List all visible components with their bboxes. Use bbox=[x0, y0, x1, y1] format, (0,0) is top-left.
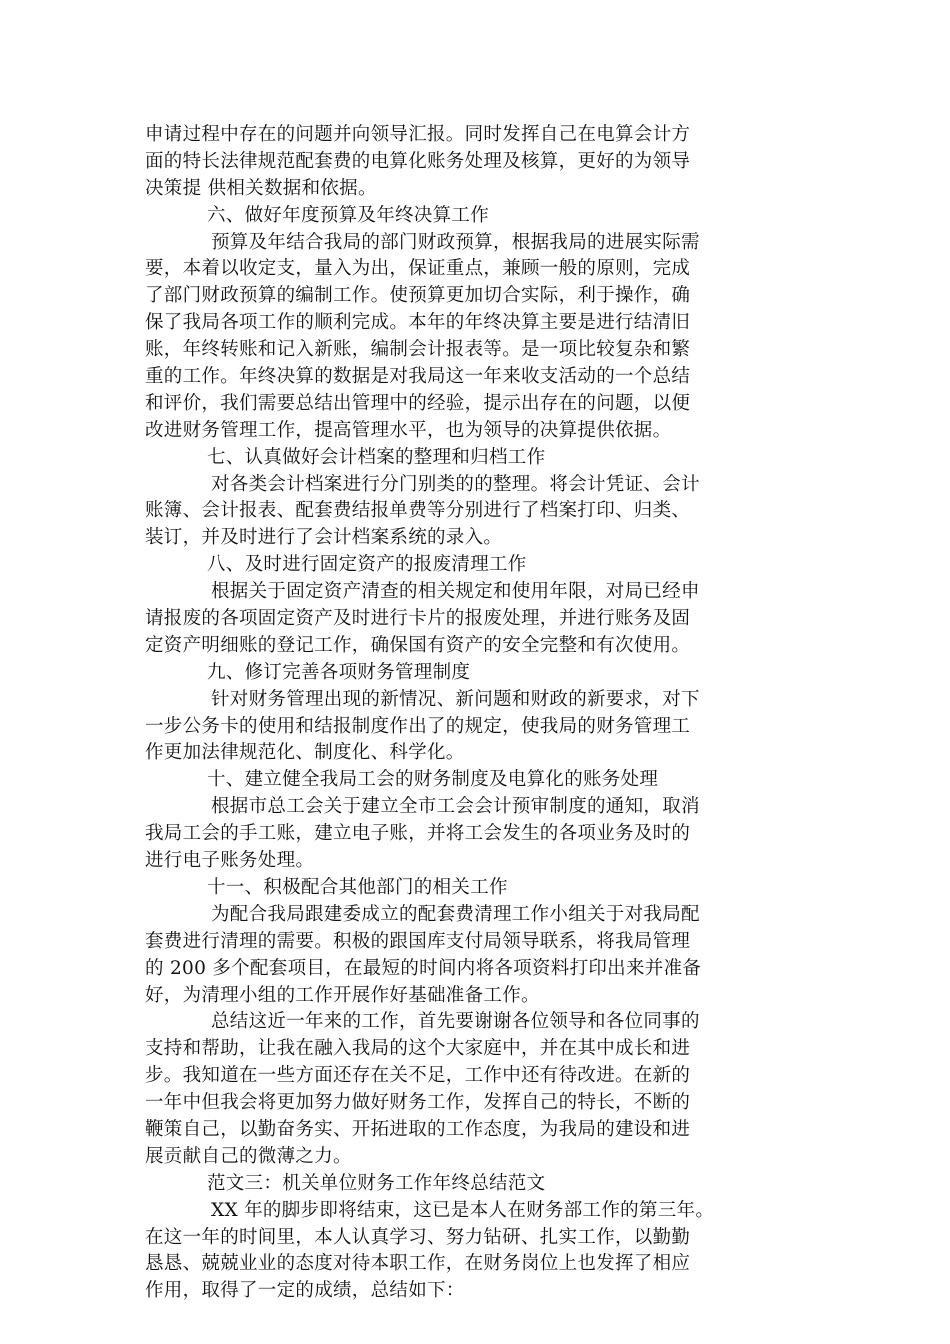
text-line: 鞭策自己，以勤奋务实、开拓进取的工作态度，为我局的建设和进 bbox=[145, 1118, 691, 1140]
text-line: 要，本着以收定支，量入为出，保证重点，兼顾一般的原则，完成 bbox=[145, 258, 691, 280]
text-line: 为配合我局跟建委成立的配套费清理工作小组关于对我局配 bbox=[211, 903, 700, 925]
text-line: 恳恳、兢兢业业的态度对待本职工作，在财务岗位上也发挥了相应 bbox=[145, 1253, 691, 1275]
text-line: 和评价，我们需要总结出管理中的经验，提示出存在的问题，以便 bbox=[145, 392, 691, 414]
text-line: 展贡献自己的微薄之力。 bbox=[145, 1145, 352, 1167]
text-line: 申请过程中存在的问题并向领导汇报。同时发挥自己在电算会计方 bbox=[145, 124, 691, 145]
text-line: 保了我局各项工作的顺利完成。本年的年终决算主要是进行结清旧 bbox=[145, 312, 691, 334]
section-heading-line: 十、建立健全我局工会的财务制度及电算化的账务处理 bbox=[207, 769, 659, 791]
text-line: 我局工会的手工账，建立电子账，并将工会发生的各项业务及时的 bbox=[145, 823, 691, 845]
text-line: 对各类会计档案进行分门别类的的整理。将会计凭证、会计 bbox=[211, 473, 700, 495]
document-body bbox=[145, 122, 808, 1305]
text-line: 定资产明细账的登记工作，确保国有资产的安全完整和有次使用。 bbox=[145, 634, 691, 656]
section-heading-line: 六、做好年度预算及年终决算工作 bbox=[207, 204, 490, 226]
text-line: 根据市总工会关于建立全市工会会计预审制度的通知，取消 bbox=[211, 796, 700, 818]
text-line: 进行电子账务处理。 bbox=[145, 850, 315, 872]
text-line: 支持和帮助，让我在融入我局的这个大家庭中，并在其中成长和进 bbox=[145, 1038, 691, 1060]
text-line: 作用，取得了一定的成绩，总结如下： bbox=[145, 1280, 465, 1302]
section-heading-line: 七、认真做好会计档案的整理和归档工作 bbox=[207, 446, 546, 468]
text-line: 作更加法律规范化、制度化、科学化。 bbox=[145, 742, 465, 764]
text-line: 套费进行清理的需要。积极的跟国库支付局领导联系，将我局管理 bbox=[145, 930, 691, 952]
text-line: 好，为清理小组的工作开展作好基础准备工作。 bbox=[145, 984, 540, 1006]
text-line: XX 年的脚步即将结束，这已是本人在财务部工作的第三年。 bbox=[211, 1199, 715, 1221]
text-line: 总结这近一年来的工作，首先要谢谢各位领导和各位同事的 bbox=[211, 1011, 700, 1033]
text-line: 一步公务卡的使用和结报制度作出了的规定，使我局的财务管理工 bbox=[145, 715, 691, 737]
section-heading-line: 九、修订完善各项财务管理制度 bbox=[207, 661, 471, 683]
section-heading-line: 八、及时进行固定资产的报废清理工作 bbox=[207, 554, 527, 576]
text-line: 账，年终转账和记入新账，编制会计报表等。是一项比较复杂和繁 bbox=[145, 339, 691, 361]
text-line: 针对财务管理出现的新情况、新问题和财政的新要求，对下 bbox=[211, 688, 700, 710]
text-line: 请报废的各项固定资产及时进行卡片的报废处理，并进行账务及固 bbox=[145, 608, 691, 630]
text-line: 账簿、会计报表、配套费结报单费等分别进行了档案打印、归类、 bbox=[145, 500, 691, 522]
text-line: 面的特长法律规范配套费的电算化账务处理及核算，更好的为领导 bbox=[145, 150, 691, 172]
text-line: 预算及年结合我局的部门财政预算，根据我局的进展实际需 bbox=[211, 231, 700, 253]
section-heading-line: 十一、积极配合其他部门的相关工作 bbox=[207, 876, 508, 898]
text-line: 根据关于固定资产清查的相关规定和使用年限，对局已经申 bbox=[211, 581, 700, 603]
text-line: 的 200 多个配套项目，在最短的时间内将各项资料打印出来并准备 bbox=[145, 957, 702, 979]
text-line: 在这一年的时间里，本人认真学习、努力钻研、扎实工作，以勤勤 bbox=[145, 1226, 691, 1248]
text-line: 装订，并及时进行了会计档案系统的录入。 bbox=[145, 527, 503, 549]
section-heading-line: 范文三：机关单位财务工作年终总结范文 bbox=[207, 1172, 546, 1194]
text-line: 步。我知道在一些方面还存在关不足，工作中还有待改进。在新的 bbox=[145, 1065, 691, 1087]
text-line: 改进财务管理工作，提高管理水平，也为领导的决算提供依据。 bbox=[145, 419, 672, 441]
text-line: 决策提 供相关数据和依据。 bbox=[145, 177, 377, 199]
text-line: 一年中但我会将更加努力做好财务工作，发挥自己的特长，不断的 bbox=[145, 1092, 691, 1114]
text-line: 重的工作。年终决算的数据是对我局这一年来收支活动的一个总结 bbox=[145, 366, 691, 388]
text-line: 了部门财政预算的编制工作。使预算更加切合实际，利于操作，确 bbox=[145, 285, 691, 307]
